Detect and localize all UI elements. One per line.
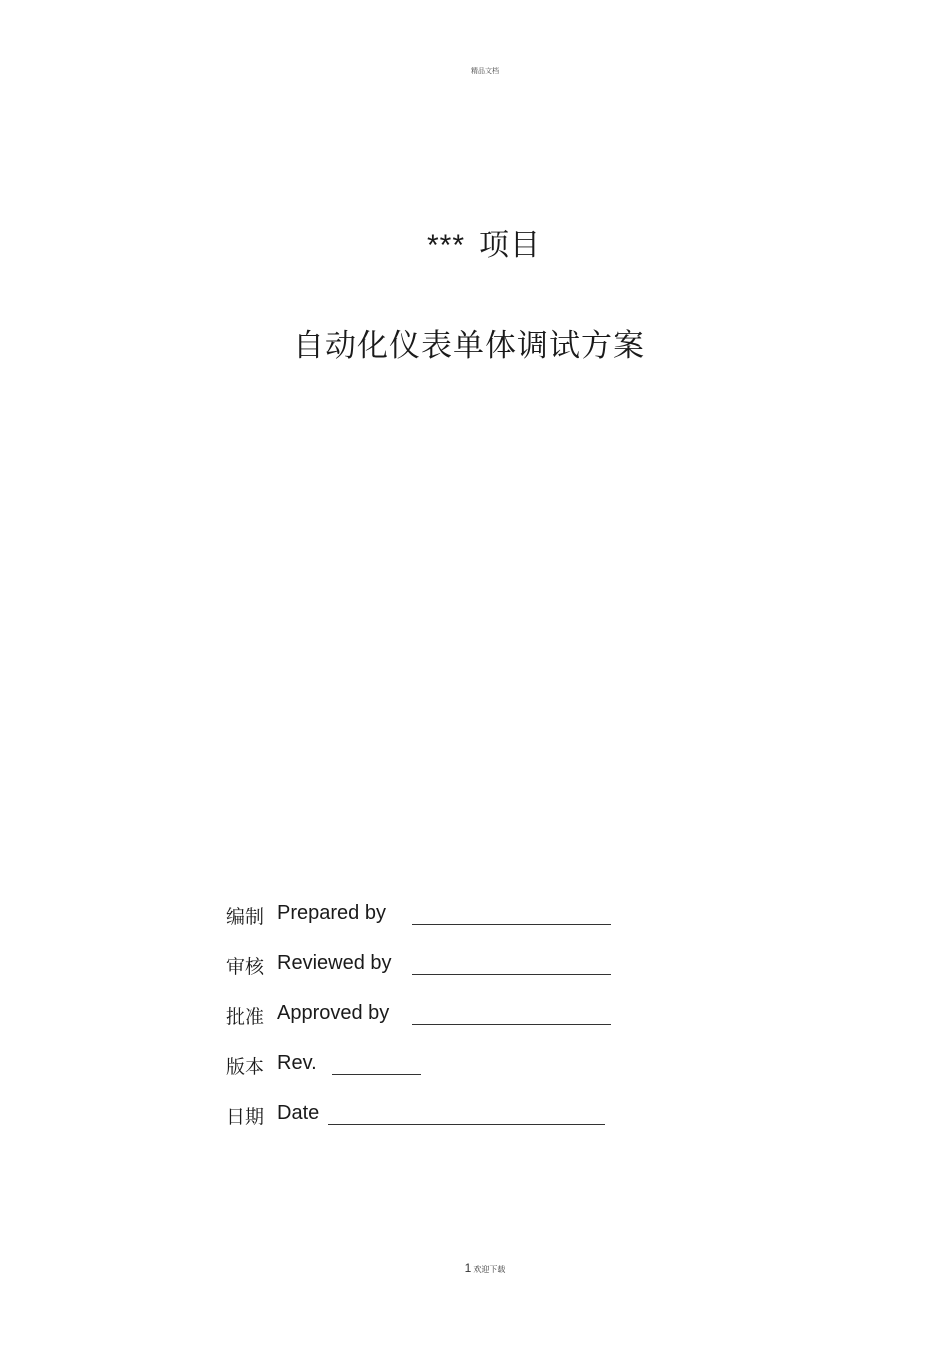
approved-by-label-en: Approved by bbox=[277, 1002, 390, 1024]
reviewed-by-label-en: Reviewed by bbox=[277, 952, 392, 974]
prepared-by-label-en: Prepared by bbox=[277, 902, 386, 924]
date-label-en: Date bbox=[277, 1102, 320, 1124]
project-title bbox=[0, 220, 950, 264]
approved-by-row bbox=[226, 998, 646, 1048]
signoff-block bbox=[226, 898, 646, 1148]
footer-text: 欢迎下载 bbox=[473, 1265, 506, 1274]
prepared-by-field[interactable] bbox=[412, 924, 611, 925]
revision-label-en: Rev. bbox=[277, 1052, 317, 1074]
header-note: 精品文档 bbox=[471, 67, 499, 75]
approved-by-label-cn: 批准 bbox=[226, 1006, 265, 1028]
project-name-placeholder: *** bbox=[426, 229, 466, 262]
revision-field[interactable] bbox=[332, 1074, 421, 1075]
reviewed-by-field[interactable] bbox=[412, 974, 611, 975]
project-label: 项目 bbox=[479, 228, 542, 263]
date-label-cn: 日期 bbox=[226, 1106, 265, 1128]
page-number: 1 bbox=[464, 1261, 472, 1275]
revision-row bbox=[226, 1048, 646, 1098]
date-field[interactable] bbox=[328, 1124, 605, 1125]
prepared-by-row bbox=[226, 898, 646, 948]
document-title: 自动化仪表单体调试方案 bbox=[293, 328, 645, 364]
page-footer bbox=[0, 1261, 950, 1275]
reviewed-by-row bbox=[226, 948, 646, 998]
revision-label-cn: 版本 bbox=[226, 1056, 265, 1078]
reviewed-by-label-cn: 审核 bbox=[226, 956, 265, 978]
approved-by-field[interactable] bbox=[412, 1024, 611, 1025]
date-row bbox=[226, 1098, 646, 1148]
prepared-by-label-cn: 编制 bbox=[226, 906, 265, 928]
